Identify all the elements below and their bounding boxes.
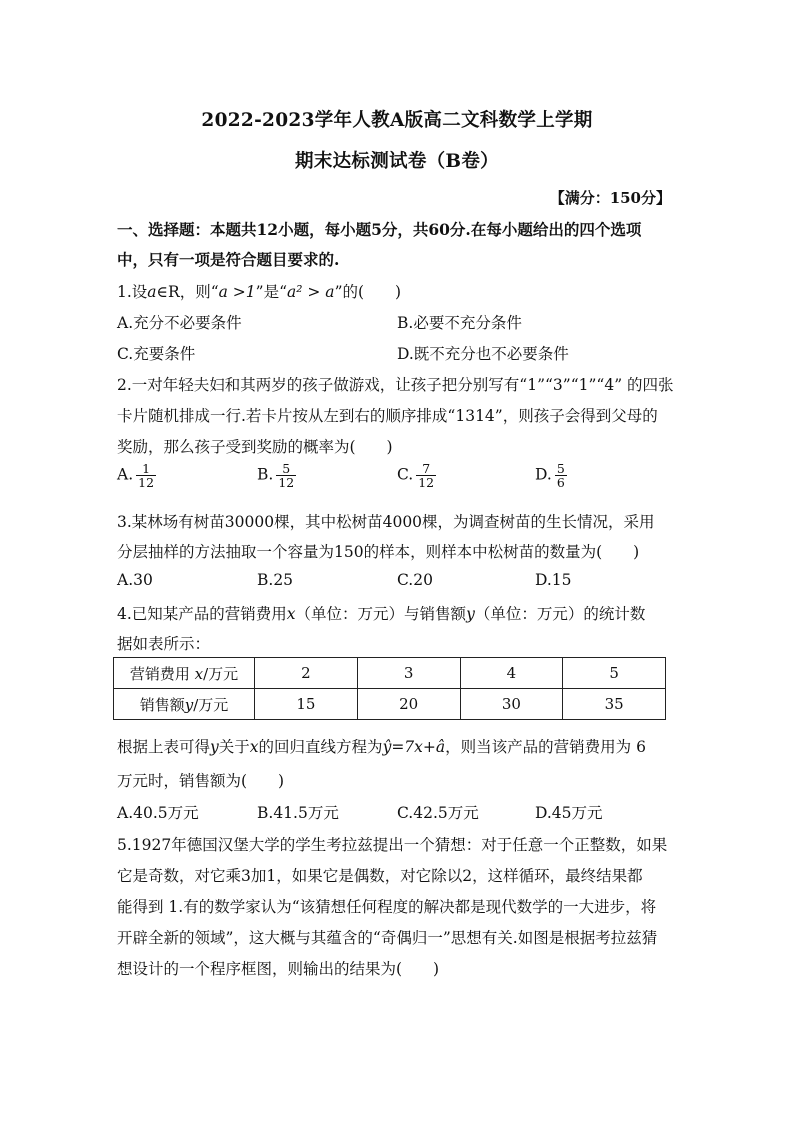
q4-after-line2: 万元时，销售额为( ) [117,772,285,790]
table-row [114,689,666,720]
row2-label-var: y [184,695,194,714]
q1-option-b[interactable]: B.必要不充分条件 [397,314,522,332]
q2-option-a-den: 12 [138,475,155,490]
q2-option-a-num: 1 [136,462,156,476]
q2-option-d-den: 6 [556,475,565,490]
q2-option-c-label: C. [397,465,414,484]
q4-regression-equation: ŷ=7x+â [382,738,446,756]
q2-option-c-num: 7 [416,462,436,476]
q4-after1-d: ，则当该产品的营销费用为 6 [445,738,646,756]
table-cell: 2 [255,658,358,689]
q1-stem-var: a [147,283,157,301]
q4-line1 [117,602,645,624]
q2-option-a-label: A. [117,465,134,484]
q3-option-a[interactable]: A.30 [117,571,153,589]
q4-option-c[interactable]: C.42.5万元 [397,804,479,822]
q4-line1-c: （单位：万元）的统计数 [474,605,646,623]
row2-label-b: /万元 [193,695,229,714]
q5-line2: 它是奇数，对它乘3加1，如果它是偶数，对它除以2，这样循环，最终结果都 [117,867,643,885]
q1-cond1: a >1 [218,283,256,301]
q1-stem-suffix: ”的( ) [334,283,402,301]
q2-line2: 卡片随机排成一行.若卡片按从左到右的顺序排成“1314”，则孩子会得到父母的 [117,407,658,425]
q3-option-b[interactable]: B.25 [257,571,294,589]
q4-after1-c: 的回归直线方程为 [258,738,383,756]
q2-option-a-fraction [136,462,156,489]
q4-after-line1 [117,735,646,757]
score-note: 【满分：150分】 [549,189,671,207]
exam-title-line2: 期末达标测试卷（B卷） [295,151,499,172]
table-cell: 30 [460,689,563,720]
q2-option-c-fraction [416,462,436,489]
q2-option-d-num: 5 [556,461,565,476]
table-cell: 20 [357,689,460,720]
row1-label-var: x [194,664,204,683]
q4-after1-a: 根据上表可得 [117,738,211,756]
q4-line1-y: y [466,605,475,623]
q2-option-b-label: B. [257,465,274,484]
q2-option-d-fraction [555,462,567,489]
q4-line1-b: （单位：万元）与销售额 [295,605,467,623]
table-cell: 15 [255,689,358,720]
row1-label-a: 营销费用 [129,664,195,683]
q2-option-a[interactable] [117,462,156,489]
table-row2-label [114,689,255,720]
q2-option-b[interactable] [257,462,296,489]
q4-after1-b: 关于 [218,738,250,756]
table-row1-label [114,658,255,689]
q5-line4: 开辟全新的领域”，这大概与其蕴含的“奇偶归一”思想有关.如图是根据考拉兹猜 [117,929,658,947]
q3-option-c[interactable]: C.20 [397,571,433,589]
q2-line1: 2.一对年轻夫妇和其两岁的孩子做游戏，让孩子把分别写有“1”“3”“1”“4” 的四张 [117,376,674,394]
q4-after1-x: x [249,738,259,756]
table-cell: 4 [460,658,563,689]
q2-option-b-den: 12 [278,475,295,490]
q1-option-a[interactable]: A.充分不必要条件 [117,314,242,332]
q4-option-d[interactable]: D.45万元 [535,804,603,822]
section-heading-line1: 一、选择题：本题共12小题，每小题5分，共60分.在每小题给出的四个选项 [117,220,642,239]
q4-line1-a: 4.已知某产品的营销费用 [117,605,287,623]
q1-option-c[interactable]: C.充要条件 [117,345,196,363]
q5-line3: 能得到 1.有的数学家认为“该猜想任何程度的解决都是现代数学的一大进步，将 [117,898,657,916]
q2-option-b-num: 5 [276,462,296,476]
row2-label-a: 销售额 [139,695,185,714]
q1-stem-prefix: 1.设 [117,283,148,301]
q2-option-b-fraction [276,462,296,489]
q2-option-c-den: 12 [418,475,435,490]
table-cell: 35 [563,689,666,720]
q3-line2: 分层抽样的方法抽取一个容量为150的样本，则样本中松树苗的数量为( ) [117,543,640,561]
q2-option-c[interactable] [397,462,436,489]
table-cell: 3 [357,658,460,689]
q1-stem-mid: ”是“ [255,283,288,301]
q1-option-d[interactable]: D.既不充分也不必要条件 [397,345,569,363]
q4-option-b[interactable]: B.41.5万元 [257,804,339,822]
q2-option-d-label: D. [535,465,552,484]
q1-cond2: a² > a [287,283,335,301]
table-row [114,658,666,689]
q4-line2: 据如表所示： [117,635,211,653]
q4-option-a[interactable]: A.40.5万元 [117,804,199,822]
q4-line1-x: x [286,605,296,623]
table-cell: 5 [563,658,666,689]
exam-title-line1: 2022-2023学年人教A版高二文科数学上学期 [201,110,593,131]
q5-line5: 想设计的一个程序框图，则输出的结果为( ) [117,960,440,978]
q2-line3: 奖励，那么孩子受到奖励的概率为( ) [117,438,393,456]
q1-stem [117,280,401,302]
section-heading-line2: 中，只有一项是符合题目要求的. [117,250,340,269]
q5-line1: 5.1927年德国汉堡大学的学生考拉兹提出一个猜想：对于任意一个正整数，如果 [117,836,668,854]
q4-data-table [113,657,666,720]
q4-after1-y: y [210,738,219,756]
q1-stem-in: ∈R，则“ [156,283,219,301]
row1-label-b: /万元 [203,664,239,683]
q3-option-d[interactable]: D.15 [535,571,572,589]
q2-option-d[interactable] [535,462,567,489]
q3-line1: 3.某林场有树苗30000棵，其中松树苗4000棵，为调查树苗的生长情况，采用 [117,513,655,531]
